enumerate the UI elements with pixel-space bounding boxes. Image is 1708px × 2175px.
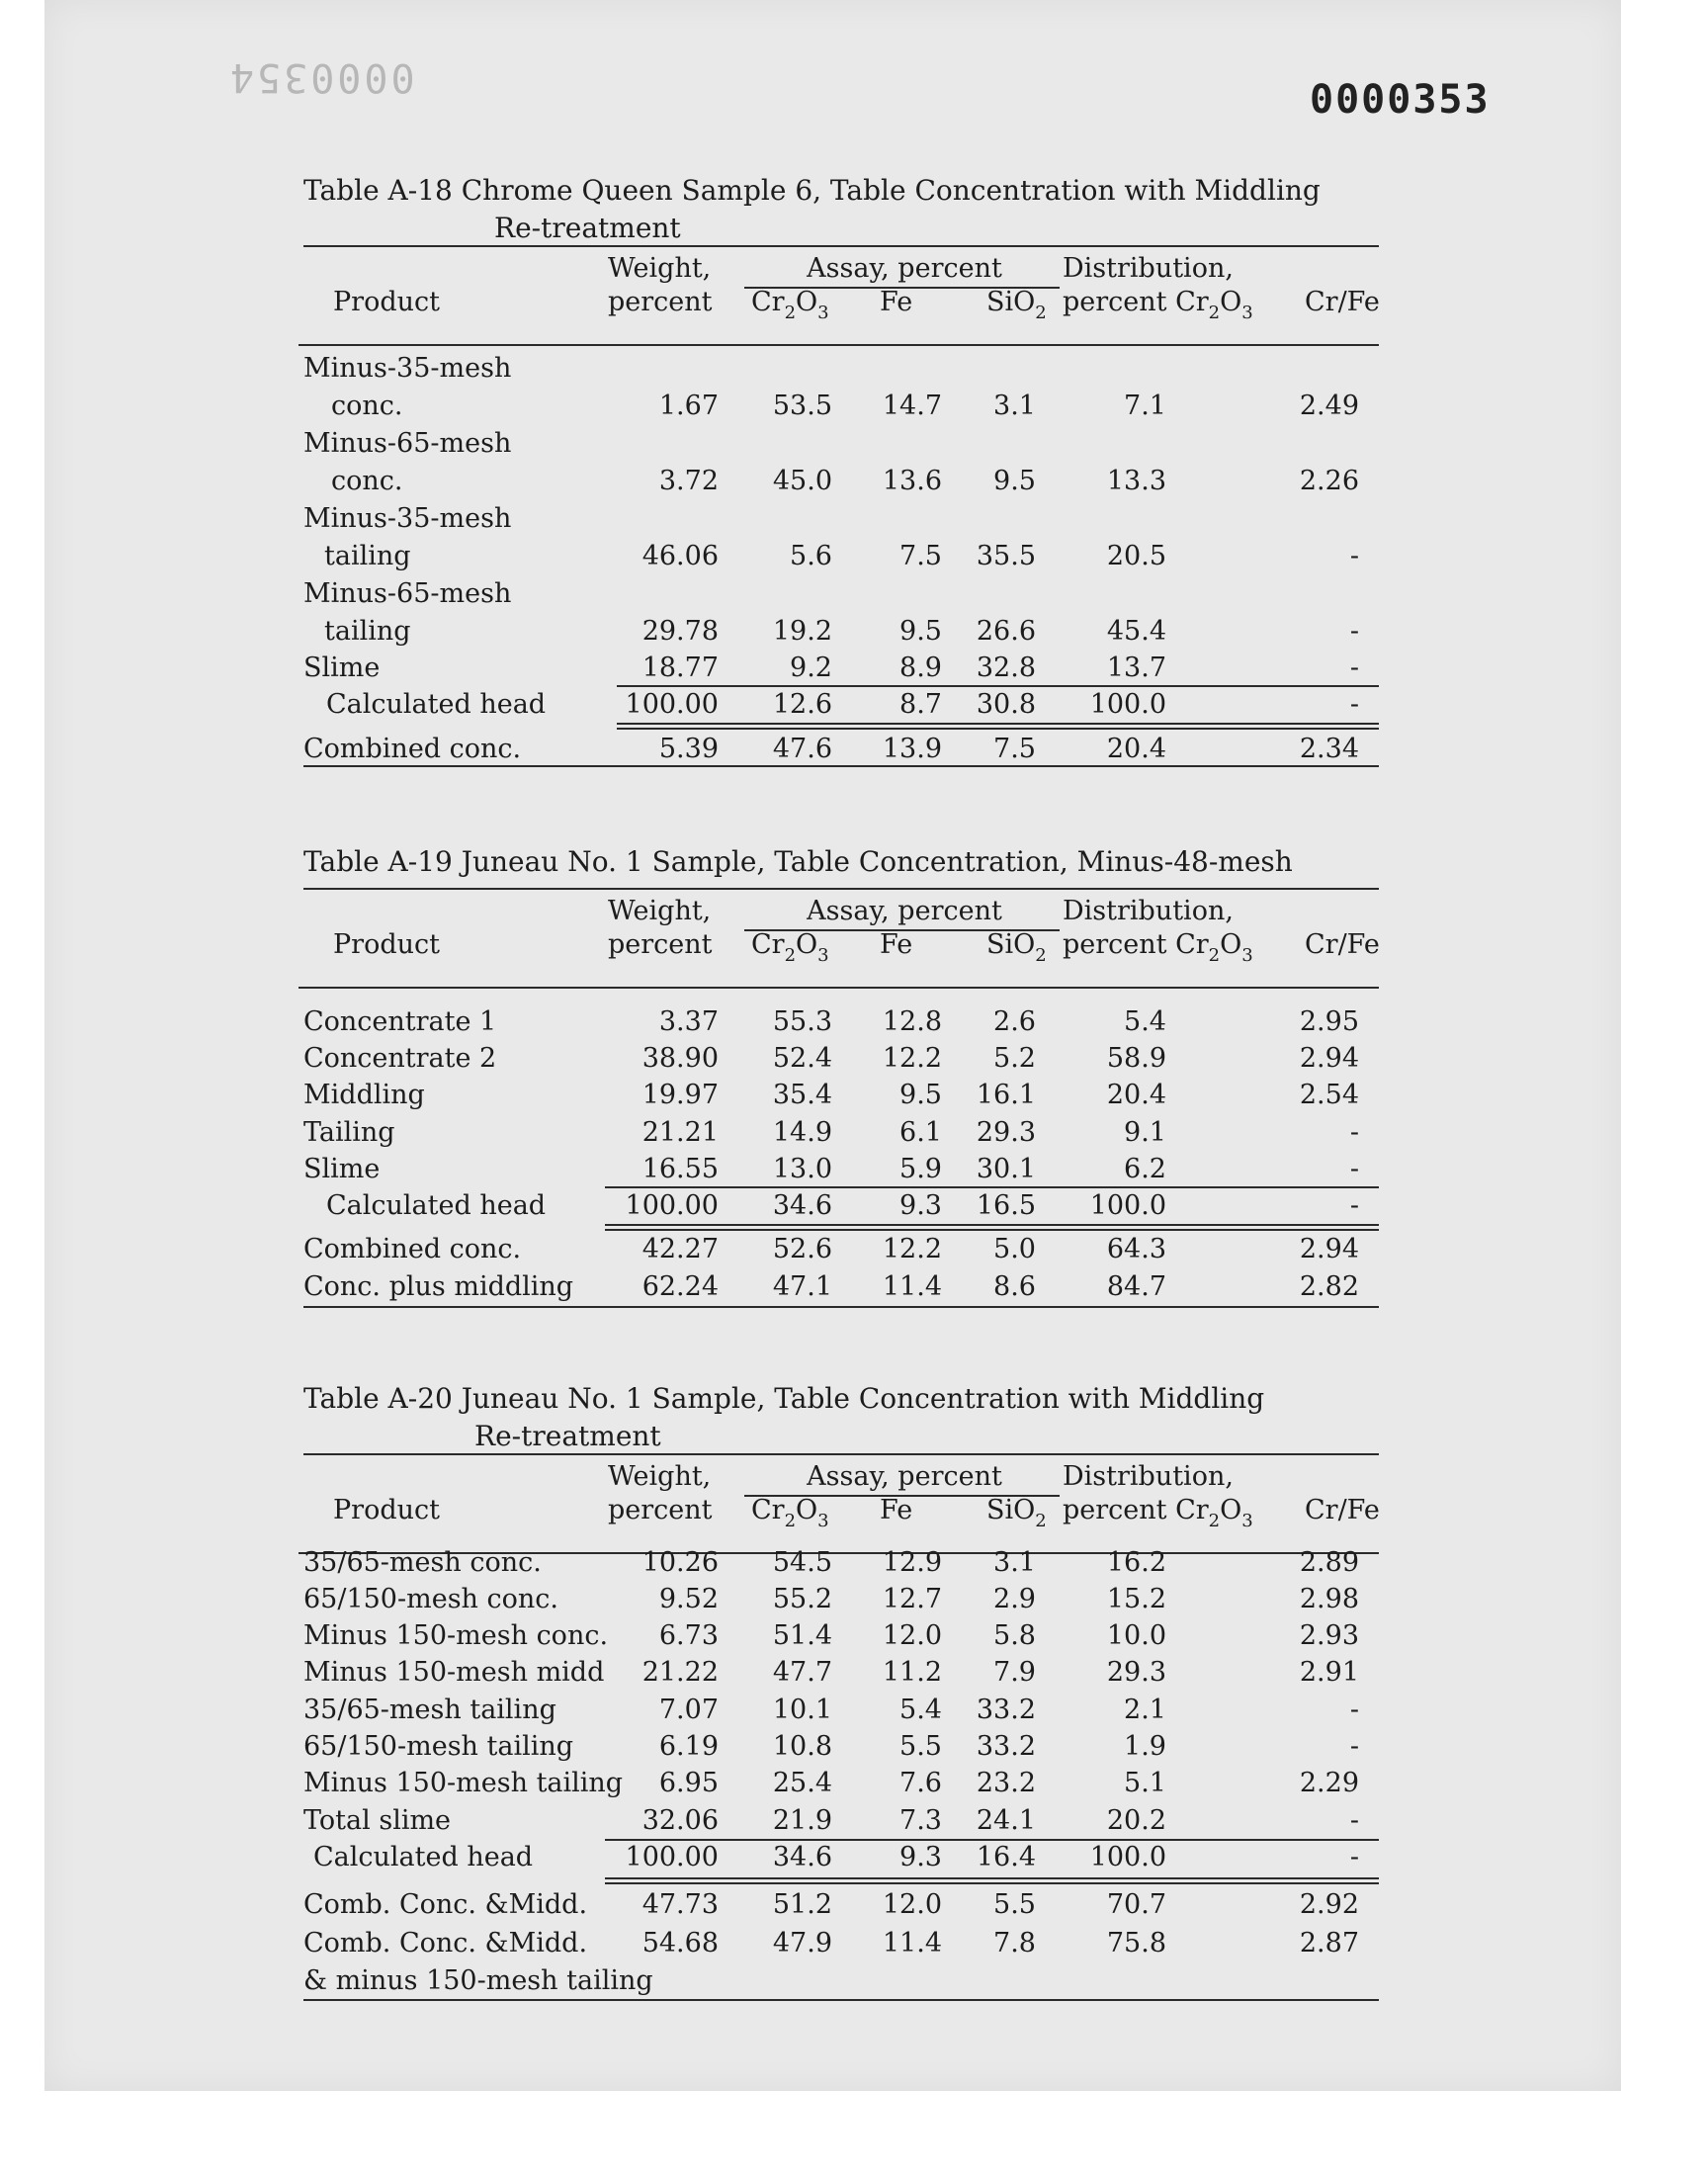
- sio2-value: 35.5: [976, 541, 1036, 571]
- sio2-value: 24.1: [976, 1805, 1036, 1836]
- cr2o3-value: 55.3: [772, 1006, 832, 1037]
- crfe-value: -: [1349, 1154, 1359, 1184]
- fe-value: 9.5: [899, 1080, 942, 1110]
- cr2o3-value: 47.9: [772, 1928, 832, 1958]
- crfe-value: 2.82: [1299, 1271, 1359, 1302]
- sio2-value: 16.4: [976, 1842, 1036, 1872]
- weight-value: 3.37: [658, 1006, 719, 1037]
- table-a20-title-continued: Re-treatment: [474, 1420, 661, 1452]
- product-name: Calculated head: [326, 689, 547, 720]
- cr2o3-value: 54.5: [772, 1547, 832, 1578]
- product-name: Minus 150-mesh midd: [303, 1657, 605, 1688]
- product-header: Product: [333, 287, 440, 317]
- cr2o3-value: 10.1: [772, 1695, 832, 1725]
- sio2-value: 9.5: [993, 466, 1036, 496]
- table-bottom-rule: [303, 1999, 1379, 2001]
- distribution-value: 20.2: [1106, 1805, 1166, 1836]
- product-name: Combined conc.: [303, 1234, 522, 1264]
- distribution-value: 58.9: [1106, 1043, 1166, 1074]
- sio2-value: 3.1: [993, 1547, 1036, 1578]
- sio2-value: 2.9: [993, 1584, 1036, 1614]
- crfe-value: 2.92: [1299, 1889, 1359, 1920]
- product-name: Minus 150-mesh conc.: [303, 1620, 609, 1651]
- weight-value: 5.39: [658, 734, 719, 764]
- crfe-value: 2.26: [1299, 466, 1359, 496]
- weight-value: 21.22: [641, 1657, 719, 1688]
- distribution-value: 64.3: [1106, 1234, 1166, 1264]
- weight-value: 54.68: [641, 1928, 719, 1958]
- distribution-value: 13.7: [1106, 652, 1166, 683]
- table-header-top-rule: [303, 888, 1379, 890]
- distribution-value: 6.2: [1124, 1154, 1166, 1184]
- table-bottom-rule: [303, 1306, 1379, 1308]
- weight-value: 1.67: [658, 391, 719, 421]
- cr2o3-value: 10.8: [772, 1731, 832, 1762]
- crfe-value: -: [1349, 1695, 1359, 1725]
- fe-value: 12.8: [882, 1006, 942, 1037]
- fe-value: 7.3: [899, 1805, 942, 1836]
- weight-value: 6.95: [658, 1768, 719, 1798]
- fe-value: 7.5: [899, 541, 942, 571]
- sio2-header: SiO$_2$: [986, 1495, 1047, 1531]
- weight-value: 7.07: [658, 1695, 719, 1725]
- total-double-rule-1: [617, 723, 1379, 725]
- crfe-value: -: [1349, 1805, 1359, 1836]
- fe-value: 8.9: [899, 652, 942, 683]
- cr2o3-value: 47.1: [772, 1271, 832, 1302]
- cr2o3-header: $Cr_2O_3$: [751, 287, 829, 323]
- crfe-value: -: [1349, 1731, 1359, 1762]
- cr2o3-value: 14.9: [772, 1117, 832, 1148]
- product-name-continued: conc.: [331, 391, 403, 421]
- product-name: Total slime: [303, 1805, 452, 1836]
- product-name: Calculated head: [313, 1842, 534, 1872]
- fe-value: 9.3: [899, 1190, 942, 1221]
- distribution-value: 1.9: [1124, 1731, 1166, 1762]
- cr2o3-value: 12.6: [772, 689, 832, 720]
- distribution-value: 100.0: [1089, 1190, 1166, 1221]
- weight-value: 6.19: [658, 1731, 719, 1762]
- cr2o3-value: 51.2: [772, 1889, 832, 1920]
- product-header: Product: [333, 1495, 440, 1525]
- fe-value: 6.1: [899, 1117, 942, 1148]
- crfe-value: 2.29: [1299, 1768, 1359, 1798]
- product-name: Minus 150-mesh tailing: [303, 1768, 624, 1798]
- sio2-value: 33.2: [976, 1731, 1036, 1762]
- fe-value: 5.9: [899, 1154, 942, 1184]
- total-double-rule-1: [605, 1877, 1379, 1879]
- fe-value: 11.4: [882, 1271, 942, 1302]
- crfe-value: 2.87: [1299, 1928, 1359, 1958]
- crfe-value: 2.89: [1299, 1547, 1359, 1578]
- fe-header: Fe: [880, 929, 913, 960]
- cr2o3-value: 9.2: [790, 652, 832, 683]
- total-double-rule-2: [617, 728, 1379, 730]
- table-a18-title-continued: Re-treatment: [494, 212, 681, 244]
- table-bottom-rule: [303, 765, 1379, 767]
- sio2-value: 16.5: [976, 1190, 1036, 1221]
- subtotal-rule: [605, 1186, 1379, 1188]
- table-header-bottom-rule: [299, 987, 1379, 989]
- distribution-value: 5.4: [1124, 1006, 1166, 1037]
- table-a20-title: Table A-20 Juneau No. 1 Sample, Table Concentration with Middling: [303, 1382, 1265, 1415]
- weight-header-line2: percent: [608, 287, 713, 317]
- product-name: Comb. Conc. &Midd.: [303, 1889, 588, 1920]
- fe-header: Fe: [880, 287, 913, 317]
- fe-value: 12.0: [882, 1889, 942, 1920]
- table-a18-title: Table A-18 Chrome Queen Sample 6, Table Concentration with Middling: [303, 174, 1321, 207]
- sio2-header: SiO$_2$: [986, 929, 1047, 966]
- cr2o3-value: 34.6: [772, 1842, 832, 1872]
- fe-value: 5.5: [899, 1731, 942, 1762]
- cr2o3-value: 34.6: [772, 1190, 832, 1221]
- crfe-value: -: [1349, 616, 1359, 647]
- product-name: Minus-65-mesh: [303, 578, 512, 609]
- cr2o3-header: $Cr_2O_3$: [751, 1495, 829, 1531]
- distribution-value: 5.1: [1124, 1768, 1166, 1798]
- sio2-value: 5.0: [993, 1234, 1036, 1264]
- product-name: Slime: [303, 1154, 381, 1184]
- weight-value: 16.55: [641, 1154, 719, 1184]
- weight-value: 10.26: [641, 1547, 719, 1578]
- distribution-value: 75.8: [1106, 1928, 1166, 1958]
- cr2o3-value: 52.4: [772, 1043, 832, 1074]
- sio2-value: 5.2: [993, 1043, 1036, 1074]
- cr2o3-value: 52.6: [772, 1234, 832, 1264]
- product-name: 65/150-mesh conc.: [303, 1584, 558, 1614]
- cr2o3-header: $Cr_2O_3$: [751, 929, 829, 966]
- distribution-value: 45.4: [1106, 616, 1166, 647]
- weight-value: 21.21: [641, 1117, 719, 1148]
- distribution-value: 20.4: [1106, 734, 1166, 764]
- table-header-top-rule: [303, 1453, 1379, 1455]
- crfe-value: 2.94: [1299, 1043, 1359, 1074]
- total-double-rule-1: [605, 1224, 1379, 1226]
- sio2-value: 32.8: [976, 652, 1036, 683]
- product-name: Concentrate 1: [303, 1006, 497, 1037]
- distribution-value: 84.7: [1106, 1271, 1166, 1302]
- product-name: Combined conc.: [303, 734, 522, 764]
- weight-value: 47.73: [641, 1889, 719, 1920]
- distribution-value: 13.3: [1106, 466, 1166, 496]
- sio2-value: 23.2: [976, 1768, 1036, 1798]
- sio2-value: 33.2: [976, 1695, 1036, 1725]
- distribution-header-line1: Distribution,: [1063, 253, 1234, 284]
- sio2-header: SiO$_2$: [986, 287, 1047, 323]
- weight-value: 32.06: [641, 1805, 719, 1836]
- crfe-value: 2.54: [1299, 1080, 1359, 1110]
- distribution-value: 20.4: [1106, 1080, 1166, 1110]
- product-name: Minus-65-mesh: [303, 428, 512, 459]
- fe-value: 12.2: [882, 1234, 942, 1264]
- assay-header: Assay, percent: [807, 253, 1002, 284]
- distribution-value: 7.1: [1124, 391, 1166, 421]
- product-name-continued: tailing: [324, 616, 411, 647]
- sio2-value: 8.6: [993, 1271, 1036, 1302]
- weight-value: 3.72: [658, 466, 719, 496]
- crfe-header: Cr/Fe: [1305, 929, 1380, 960]
- product-name: Middling: [303, 1080, 425, 1110]
- cr2o3-value: 13.0: [772, 1154, 832, 1184]
- cr2o3-value: 21.9: [772, 1805, 832, 1836]
- distribution-value: 10.0: [1106, 1620, 1166, 1651]
- distribution-value: 16.2: [1106, 1547, 1166, 1578]
- crfe-value: -: [1349, 1842, 1359, 1872]
- crfe-value: 2.93: [1299, 1620, 1359, 1651]
- crfe-value: 2.91: [1299, 1657, 1359, 1688]
- assay-header: Assay, percent: [807, 896, 1002, 926]
- weight-header-line1: Weight,: [608, 253, 712, 284]
- product-name: Minus-35-mesh: [303, 353, 512, 384]
- sio2-value: 3.1: [993, 391, 1036, 421]
- weight-header-line1: Weight,: [608, 896, 712, 926]
- fe-value: 11.2: [882, 1657, 942, 1688]
- crfe-value: 2.34: [1299, 734, 1359, 764]
- product-name: Calculated head: [326, 1190, 547, 1221]
- weight-header-line2: percent: [608, 1495, 713, 1525]
- distribution-value: 29.3: [1106, 1657, 1166, 1688]
- sio2-value: 7.9: [993, 1657, 1036, 1688]
- sio2-value: 29.3: [976, 1117, 1036, 1148]
- faint-stamp-number: 0000354: [227, 54, 415, 100]
- sio2-value: 30.8: [976, 689, 1036, 720]
- sio2-value: 30.1: [976, 1154, 1036, 1184]
- crfe-value: 2.94: [1299, 1234, 1359, 1264]
- distribution-header-line1: Distribution,: [1063, 896, 1234, 926]
- weight-value: 6.73: [658, 1620, 719, 1651]
- distribution-value: 70.7: [1106, 1889, 1166, 1920]
- distribution-header-line2: percent $Cr_2O_3$: [1063, 1495, 1253, 1531]
- assay-header: Assay, percent: [807, 1461, 1002, 1492]
- product-name: Tailing: [303, 1117, 395, 1148]
- fe-value: 13.6: [882, 466, 942, 496]
- product-header: Product: [333, 929, 440, 960]
- product-name: & minus 150-mesh tailing: [303, 1965, 653, 1996]
- table-header-bottom-rule: [299, 344, 1379, 346]
- fe-value: 11.4: [882, 1928, 942, 1958]
- fe-value: 13.9: [882, 734, 942, 764]
- weight-value: 100.00: [625, 1190, 719, 1221]
- fe-value: 12.7: [882, 1584, 942, 1614]
- table-a19-title: Table A-19 Juneau No. 1 Sample, Table Concentration, Minus-48-mesh: [303, 845, 1293, 878]
- fe-header: Fe: [880, 1495, 913, 1525]
- distribution-value: 100.0: [1089, 689, 1166, 720]
- weight-value: 46.06: [641, 541, 719, 571]
- distribution-value: 9.1: [1124, 1117, 1166, 1148]
- weight-value: 19.97: [641, 1080, 719, 1110]
- product-name-continued: conc.: [331, 466, 403, 496]
- weight-value: 38.90: [641, 1043, 719, 1074]
- subtotal-rule: [617, 685, 1379, 687]
- crfe-value: -: [1349, 689, 1359, 720]
- weight-value: 100.00: [625, 1842, 719, 1872]
- product-name: 35/65-mesh tailing: [303, 1695, 556, 1725]
- product-name: Comb. Conc. &Midd.: [303, 1928, 588, 1958]
- distribution-value: 20.5: [1106, 541, 1166, 571]
- cr2o3-value: 47.7: [772, 1657, 832, 1688]
- cr2o3-value: 45.0: [772, 466, 832, 496]
- weight-value: 18.77: [641, 652, 719, 683]
- cr2o3-value: 47.6: [772, 734, 832, 764]
- cr2o3-value: 5.6: [790, 541, 832, 571]
- distribution-header-line2: percent $Cr_2O_3$: [1063, 929, 1253, 966]
- weight-value: 62.24: [641, 1271, 719, 1302]
- document-stamp-number: 0000353: [1310, 77, 1491, 123]
- sio2-value: 16.1: [976, 1080, 1036, 1110]
- distribution-value: 100.0: [1089, 1842, 1166, 1872]
- distribution-value: 15.2: [1106, 1584, 1166, 1614]
- product-name: 35/65-mesh conc.: [303, 1547, 542, 1578]
- fe-value: 9.5: [899, 616, 942, 647]
- table-header-top-rule: [303, 245, 1379, 247]
- crfe-value: 2.98: [1299, 1584, 1359, 1614]
- fe-value: 9.3: [899, 1842, 942, 1872]
- fe-value: 12.0: [882, 1620, 942, 1651]
- weight-value: 100.00: [625, 689, 719, 720]
- fe-value: 5.4: [899, 1695, 942, 1725]
- sio2-value: 7.8: [993, 1928, 1036, 1958]
- crfe-header: Cr/Fe: [1305, 287, 1380, 317]
- product-name: Conc. plus middling: [303, 1271, 574, 1302]
- fe-value: 12.9: [882, 1547, 942, 1578]
- crfe-value: -: [1349, 652, 1359, 683]
- cr2o3-value: 55.2: [772, 1584, 832, 1614]
- weight-header-line2: percent: [608, 929, 713, 960]
- product-name: Slime: [303, 652, 381, 683]
- weight-value: 9.52: [658, 1584, 719, 1614]
- cr2o3-value: 19.2: [772, 616, 832, 647]
- distribution-header-line1: Distribution,: [1063, 1461, 1234, 1492]
- weight-header-line1: Weight,: [608, 1461, 712, 1492]
- sio2-value: 5.8: [993, 1620, 1036, 1651]
- crfe-value: -: [1349, 1117, 1359, 1148]
- product-name: 65/150-mesh tailing: [303, 1731, 574, 1762]
- crfe-value: 2.95: [1299, 1006, 1359, 1037]
- crfe-value: 2.49: [1299, 391, 1359, 421]
- weight-value: 29.78: [641, 616, 719, 647]
- subtotal-rule: [605, 1839, 1379, 1841]
- cr2o3-value: 35.4: [772, 1080, 832, 1110]
- distribution-value: 2.1: [1124, 1695, 1166, 1725]
- product-name-continued: tailing: [324, 541, 411, 571]
- sio2-value: 2.6: [993, 1006, 1036, 1037]
- cr2o3-value: 53.5: [772, 391, 832, 421]
- product-name: Concentrate 2: [303, 1043, 497, 1074]
- fe-value: 7.6: [899, 1768, 942, 1798]
- fe-value: 12.2: [882, 1043, 942, 1074]
- product-name: Minus-35-mesh: [303, 503, 512, 534]
- fe-value: 14.7: [882, 391, 942, 421]
- cr2o3-value: 51.4: [772, 1620, 832, 1651]
- crfe-value: -: [1349, 541, 1359, 571]
- sio2-value: 7.5: [993, 734, 1036, 764]
- total-double-rule-2: [605, 1882, 1379, 1884]
- weight-value: 42.27: [641, 1234, 719, 1264]
- crfe-header: Cr/Fe: [1305, 1495, 1380, 1525]
- sio2-value: 5.5: [993, 1889, 1036, 1920]
- total-double-rule-2: [605, 1229, 1379, 1231]
- sio2-value: 26.6: [976, 616, 1036, 647]
- distribution-header-line2: percent $Cr_2O_3$: [1063, 287, 1253, 323]
- cr2o3-value: 25.4: [772, 1768, 832, 1798]
- crfe-value: -: [1349, 1190, 1359, 1221]
- fe-value: 8.7: [899, 689, 942, 720]
